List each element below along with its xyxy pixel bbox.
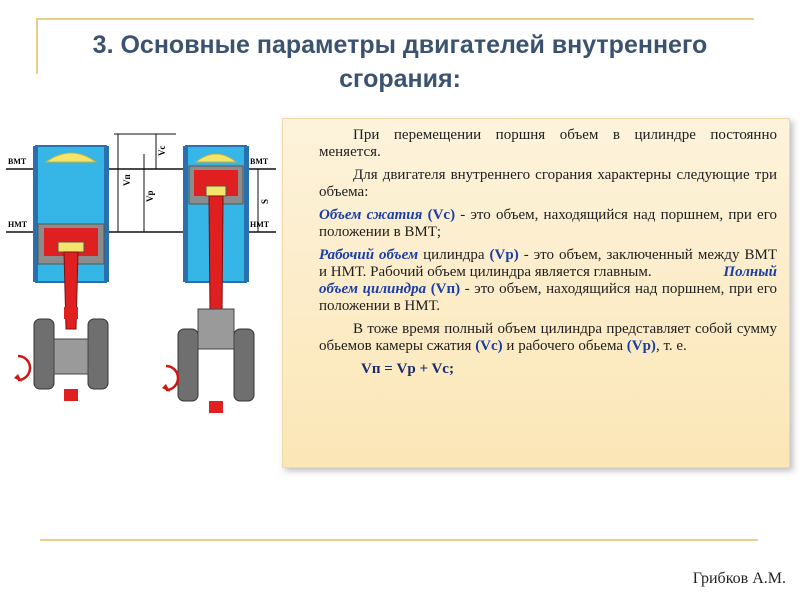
term-full-volume-a: Полный (723, 264, 777, 280)
right-connecting-rod (209, 196, 223, 314)
vn-label: Vп (122, 174, 132, 186)
slide-title-line1: 3. Основные параметры двигателей внутреннего (92, 31, 708, 59)
slide-title-line2: сгорания: (339, 65, 461, 93)
working-volume-mid: цилиндра (418, 247, 490, 263)
title-frame-left (36, 18, 38, 74)
symbol-vn: (Vп) (430, 281, 461, 297)
paragraph-volume-changes: При перемещении поршня объем в цилиндре постоянно меняется. (319, 127, 777, 160)
symbol-vc: (Vc) (427, 207, 456, 223)
title-frame-top (36, 18, 754, 20)
compression-volume-definition: - это объем, находящийся над поршнем, при его положении в ВМТ; (319, 207, 777, 240)
left-rotation-arrow-icon (18, 356, 30, 380)
right-cylinder (162, 146, 254, 413)
symbol-vp-2: (Vp) (626, 338, 656, 354)
s-label: S (260, 198, 270, 204)
vmt-label-right: ВМТ (250, 157, 269, 166)
right-crankshaft (178, 309, 254, 413)
working-volume-definition: - это объем, заключенный между ВМТ и НМТ. Рабочий объем цилиндра является главным. (319, 247, 777, 280)
full-volume-definition: - это объем, находящийся над поршнем, при его положении в НМТ. (319, 281, 777, 314)
vmt-label-left: ВМТ (8, 157, 27, 166)
author-name: Грибков А.М. (692, 570, 786, 587)
paragraph-compression-volume (319, 207, 777, 241)
symbol-vp: (Vp) (489, 247, 519, 263)
footer-rule (40, 539, 758, 541)
right-rotation-arrow-icon (166, 366, 178, 390)
vc-label: Vc (157, 145, 167, 156)
paragraph-working-volume (319, 247, 777, 315)
slide-title (40, 28, 760, 96)
paragraph-three-volumes: Для двигателя внутреннего сгорания характерны следующие три объема: (319, 167, 777, 200)
definitions-textbox (282, 118, 790, 468)
volume-formula: Vп = Vp + Vc; (361, 361, 454, 377)
nmt-label-left: НМТ (8, 220, 28, 229)
term-full-volume-b: объем цилиндра (319, 281, 427, 297)
left-cylinder (14, 146, 109, 401)
paragraph-sum-statement: В тоже время полный объем цилиндра представляет собой сумму обьемов камеры сжатия (Vc) и рабочего обьема (Vp), т. е. (319, 321, 777, 354)
nmt-label-right: НМТ (250, 220, 270, 229)
term-working-volume: Рабочий объем (319, 247, 419, 263)
vp-label: Vp (145, 190, 155, 202)
engine-cylinder-diagram (6, 124, 276, 434)
symbol-vc-2: (Vc) (475, 338, 503, 354)
term-compression-volume: Объем сжатия (319, 207, 423, 223)
